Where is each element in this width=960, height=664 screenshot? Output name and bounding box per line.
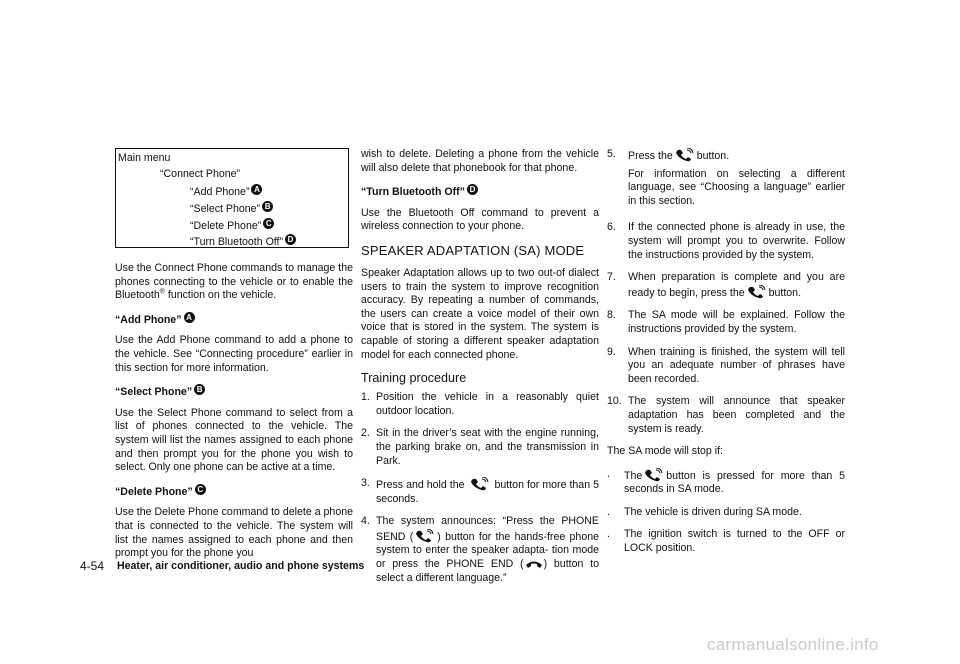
list-item: 5. Press the button. For information on selecting a different language, see “Choosing a language” earlier in this section. <box>607 148 845 207</box>
list-item: . The vehicle is driven during SA mode. <box>607 505 802 518</box>
connect-intro-paragraph: Use the Connect Phone commands to manage the phones connecting to the vehicle or to enable the Bluetooth® function on the vehicle. <box>115 262 353 302</box>
sa-stop-intro: The SA mode will stop if: <box>607 445 723 458</box>
column-1 <box>115 262 353 570</box>
list-item: 3. Press and hold the button for more than 5 seconds. <box>361 477 599 505</box>
list-item: . The ignition switch is turned to the OFF or LOCK position. <box>607 528 845 555</box>
section-title: Heater, air conditioner, audio and phone systems <box>117 560 365 572</box>
callout-marker-a: A <box>251 184 262 195</box>
turn-bluetooth-off-heading: “Turn Bluetooth Off” D <box>361 184 599 200</box>
callout-marker-b: B <box>262 201 273 212</box>
callout-marker-d: D <box>467 184 478 195</box>
add-phone-paragraph: Use the Add Phone command to add a phone to the vehicle. See “Connecting procedure” earlier in this section for more information. <box>115 334 353 374</box>
list-item: 9. When training is finished, the system will tell you an adequate number of phrases have been recorded. <box>607 345 845 385</box>
callout-marker-d: D <box>285 234 296 245</box>
select-phone-heading: “Select Phone” B <box>115 384 353 400</box>
delete-phone-heading: “Delete Phone” C <box>115 484 353 500</box>
callout-marker-c: C <box>263 218 274 229</box>
menu-item-delete-phone: “Delete Phone” C <box>190 218 274 234</box>
list-item: 4. The system announces: “Press the PHONE SEND ( ) button for the hands-free phone system to enter the speaker adapta- tion mode or press the PHONE END ( ) button to select a different language.” <box>361 515 599 584</box>
speaker-adaptation-heading: SPEAKER ADAPTATION (SA) MODE <box>361 242 585 258</box>
column-2 <box>361 148 599 594</box>
phone-send-icon <box>643 468 665 482</box>
list-item: 7. When preparation is complete and you are ready to begin, press the button. <box>607 271 845 299</box>
phone-send-icon <box>469 477 491 491</box>
phone-send-icon <box>746 285 768 299</box>
list-item: 8. The SA mode will be explained. Follow the instructions provided by the system. <box>607 309 845 335</box>
list-item: 6. If the connected phone is already in use, the system will prompt you to overwrite. Follow the instructions provided by the system. <box>607 221 845 261</box>
watermark: carmanualsonline.info <box>707 635 879 654</box>
column-3 <box>607 148 845 565</box>
list-item: . The button is pressed for more than 5 seconds in SA mode. <box>607 467 845 496</box>
bluetooth-off-paragraph: Use the Bluetooth Off command to prevent a wireless connection to your phone. <box>361 206 599 233</box>
select-phone-paragraph: Use the Select Phone command to select from a list of phones connected to the vehicle. The system will list the names assigned to each phone and then prompt you for the phone you wish to select. Only one phone can be active at a time. <box>115 406 353 474</box>
phone-send-icon <box>414 529 436 543</box>
callout-marker-a: A <box>184 312 195 323</box>
phone-end-icon <box>525 558 543 570</box>
menu-item-add-phone: “Add Phone” A <box>190 184 262 200</box>
list-item: 2. Sit in the driver’s seat with the engine running, the parking brake on, and the transmission in Park. <box>361 427 599 467</box>
callout-marker-c: C <box>195 484 206 495</box>
delete-phone-paragraph: Use the Delete Phone command to delete a phone that is connected to the vehicle. The system will list the names assigned to each phone and then prompt you for the phone you <box>115 506 353 560</box>
callout-marker-b: B <box>194 384 205 395</box>
add-phone-heading: “Add Phone” A <box>115 312 353 328</box>
training-procedure-heading: Training procedure <box>361 371 467 386</box>
delete-phone-continued-paragraph: wish to delete. Deleting a phone from the vehicle will also delete that phonebook for that phone. <box>361 148 599 174</box>
speaker-adaptation-paragraph: Speaker Adaptation allows up to two out-of dialect users to train the system to improve recognition accuracy. By repeating a number of commands, the users can create a voice model of their own voice that is stored in the system. The system is capable of storing a different speaker adaptation model for each connected phone. <box>361 266 599 361</box>
list-item: 10. The system will announce that speaker adaptation has been completed and the system is ready. <box>607 395 845 435</box>
menu-item-turn-bluetooth-off: “Turn Bluetooth Off” D <box>190 234 296 250</box>
menu-item-select-phone: “Select Phone” B <box>190 201 273 217</box>
list-item: 1. Position the vehicle in a reasonably quiet outdoor location. <box>361 391 599 417</box>
page-number: 4-54 <box>80 559 105 573</box>
menu-title: Main menu <box>118 152 171 164</box>
phone-send-icon <box>674 148 696 162</box>
main-menu-diagram <box>115 148 349 248</box>
menu-connect-phone: “Connect Phone” <box>160 168 241 180</box>
